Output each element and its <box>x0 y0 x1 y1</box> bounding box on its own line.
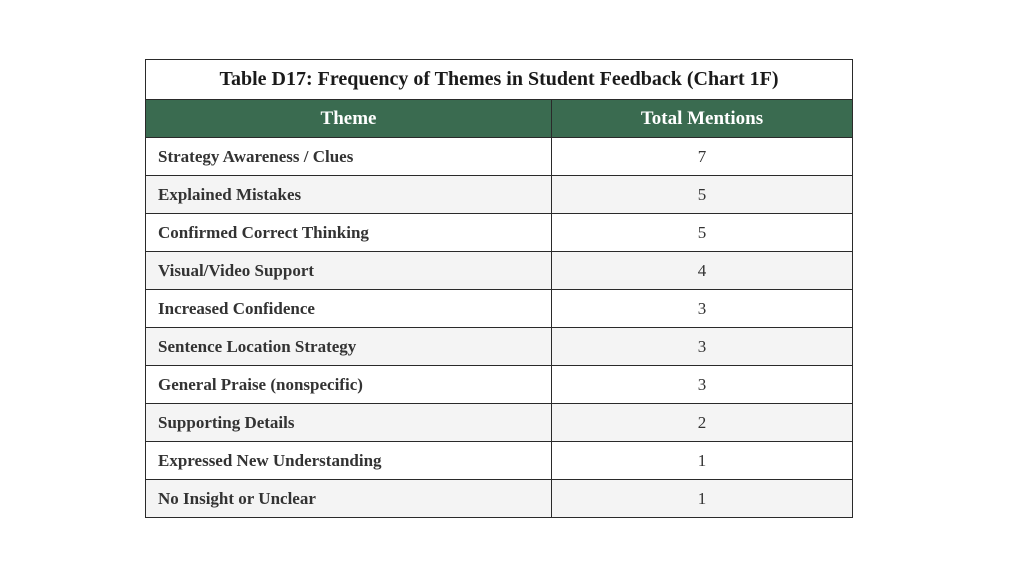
theme-cell: Increased Confidence <box>146 290 552 328</box>
table-body <box>146 138 853 518</box>
theme-cell: Strategy Awareness / Clues <box>146 138 552 176</box>
total-mentions-cell: 1 <box>552 442 853 480</box>
table-row <box>146 138 853 176</box>
total-mentions-cell: 4 <box>552 252 853 290</box>
table-row <box>146 214 853 252</box>
theme-cell: Visual/Video Support <box>146 252 552 290</box>
total-mentions-cell: 5 <box>552 176 853 214</box>
total-mentions-cell: 3 <box>552 290 853 328</box>
column-header-theme: Theme <box>146 100 552 138</box>
table-row <box>146 366 853 404</box>
theme-cell: Confirmed Correct Thinking <box>146 214 552 252</box>
total-mentions-cell: 3 <box>552 328 853 366</box>
theme-cell: Expressed New Understanding <box>146 442 552 480</box>
table-title-row <box>146 60 853 100</box>
table-row <box>146 252 853 290</box>
table-row <box>146 480 853 518</box>
table-row <box>146 404 853 442</box>
feedback-themes-table-container <box>145 59 852 518</box>
table-header-row <box>146 100 853 138</box>
table-row <box>146 290 853 328</box>
theme-cell: General Praise (nonspecific) <box>146 366 552 404</box>
table-row <box>146 328 853 366</box>
table-row <box>146 176 853 214</box>
total-mentions-cell: 1 <box>552 480 853 518</box>
theme-cell: Sentence Location Strategy <box>146 328 552 366</box>
theme-cell: Supporting Details <box>146 404 552 442</box>
total-mentions-cell: 2 <box>552 404 853 442</box>
feedback-themes-table <box>145 59 853 518</box>
total-mentions-cell: 3 <box>552 366 853 404</box>
total-mentions-cell: 7 <box>552 138 853 176</box>
theme-cell: Explained Mistakes <box>146 176 552 214</box>
table-row <box>146 442 853 480</box>
total-mentions-cell: 5 <box>552 214 853 252</box>
theme-cell: No Insight or Unclear <box>146 480 552 518</box>
column-header-total-mentions: Total Mentions <box>552 100 853 138</box>
table-title: Table D17: Frequency of Themes in Student Feedback (Chart 1F) <box>146 60 853 100</box>
